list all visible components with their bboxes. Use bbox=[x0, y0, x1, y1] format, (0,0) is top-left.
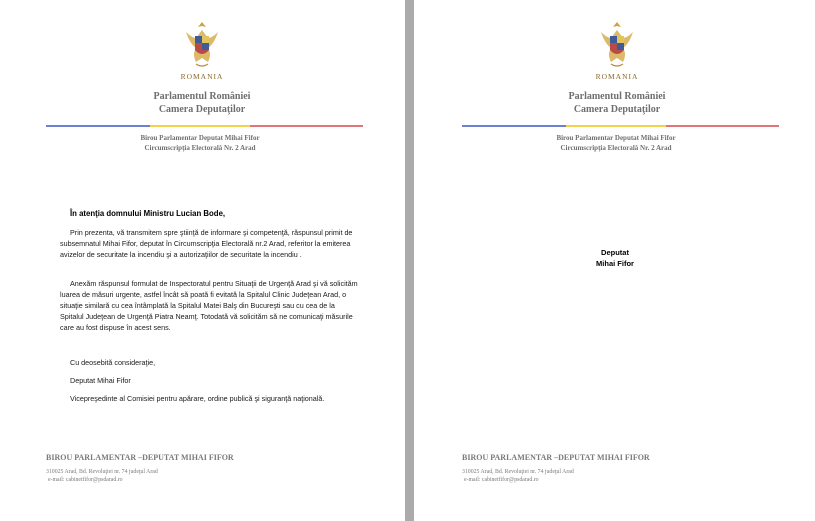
parliament-line-1: Parlamentul României bbox=[568, 91, 666, 102]
tricolor-rule-yellow bbox=[150, 125, 250, 127]
footer-address: 310025 Arad, Bd. Revoluţiei nr. 74 judeţul Arad bbox=[46, 469, 158, 475]
footer-contact bbox=[46, 469, 158, 484]
office-line-1: Birou Parlamentar Deputat Mihai Fifor bbox=[556, 134, 676, 142]
office-line-2: Circumscripţia Electorală Nr. 2 Arad bbox=[144, 143, 256, 152]
footer-email: e-mail: cabinetfifor@psdarad.ro bbox=[48, 476, 123, 483]
footer-title: BIROU PARLAMENTAR –DEPUTAT MIHAI FIFOR bbox=[462, 453, 650, 462]
parliament-line-1: Parlamentul României bbox=[153, 91, 251, 102]
parliament-heading bbox=[507, 90, 727, 116]
document-page-2 bbox=[414, 0, 815, 521]
office-line-2: Circumscripţia Electorală Nr. 2 Arad bbox=[560, 143, 672, 152]
parliament-heading bbox=[92, 90, 312, 116]
signature-name: Mihai Fifor bbox=[596, 259, 634, 268]
letter-closing: Cu deosebită consideraţie, bbox=[70, 358, 156, 367]
tricolor-rule-red bbox=[666, 125, 779, 127]
tricolor-rule-blue bbox=[46, 125, 150, 127]
country-label: ROMANIA bbox=[180, 72, 224, 81]
office-heading bbox=[466, 134, 766, 153]
office-line-1: Birou Parlamentar Deputat Mihai Fifor bbox=[140, 134, 260, 142]
document-page-1 bbox=[0, 0, 405, 521]
footer-contact bbox=[462, 469, 574, 484]
parliament-line-2: Camera Deputaţilor bbox=[573, 104, 661, 115]
parliament-line-2: Camera Deputaţilor bbox=[158, 104, 246, 115]
letter-salutation: În atenţia domnului Ministru Lucian Bode, bbox=[70, 209, 226, 218]
country-label: ROMANIA bbox=[595, 72, 639, 81]
romania-coat-of-arms-icon bbox=[182, 18, 222, 70]
footer-email: e-mail: cabinetfifor@psdarad.ro bbox=[464, 476, 539, 483]
signature-title: Deputat bbox=[601, 248, 629, 257]
tricolor-rule-red bbox=[250, 125, 363, 127]
footer-title: BIROU PARLAMENTAR –DEPUTAT MIHAI FIFOR bbox=[46, 453, 234, 462]
letter-role: Vicepreşedinte al Comisiei pentru apărare, ordine publică şi siguranţă naţională. bbox=[70, 394, 325, 403]
footer-address: 310025 Arad, Bd. Revoluţiei nr. 74 judeţul Arad bbox=[462, 469, 574, 475]
signature-block bbox=[574, 247, 656, 269]
letter-paragraph-1: Prin prezenta, vă transmitem spre ştiinţă de informare şi competenţă, răspunsul primit de subsemnatul Mihai Fifor, deputat în Circumscripţia Electorală nr.2 Arad, referitor la emiterea avizelor de securitate la incendiu şi a autorizaţiilor de securitate la incendiu . bbox=[60, 228, 353, 259]
tricolor-rule-yellow bbox=[566, 125, 666, 127]
office-heading bbox=[50, 134, 350, 153]
romania-coat-of-arms-icon bbox=[597, 18, 637, 70]
tricolor-rule-blue bbox=[462, 125, 566, 127]
letter-signature: Deputat Mihai Fifor bbox=[70, 376, 131, 385]
letter-paragraph-2: Anexăm răspunsul formulat de Inspectoratul pentru Situaţii de Urgenţă Arad şi vă solicităm luarea de măsuri urgente, astfel încât să poată fi evitată la Spitalul Clinic Judeţean Arad, o situaţie similară cu cea întâmplată la Spitalul Matei Balş din Bucureşti sau cu cea de la Spitalul Judeţean de Urgenţă Piatra Neamţ. Totodată vă solicităm să ne comunicaţi măsurile care au fost dispuse în acest sens. bbox=[60, 279, 358, 332]
